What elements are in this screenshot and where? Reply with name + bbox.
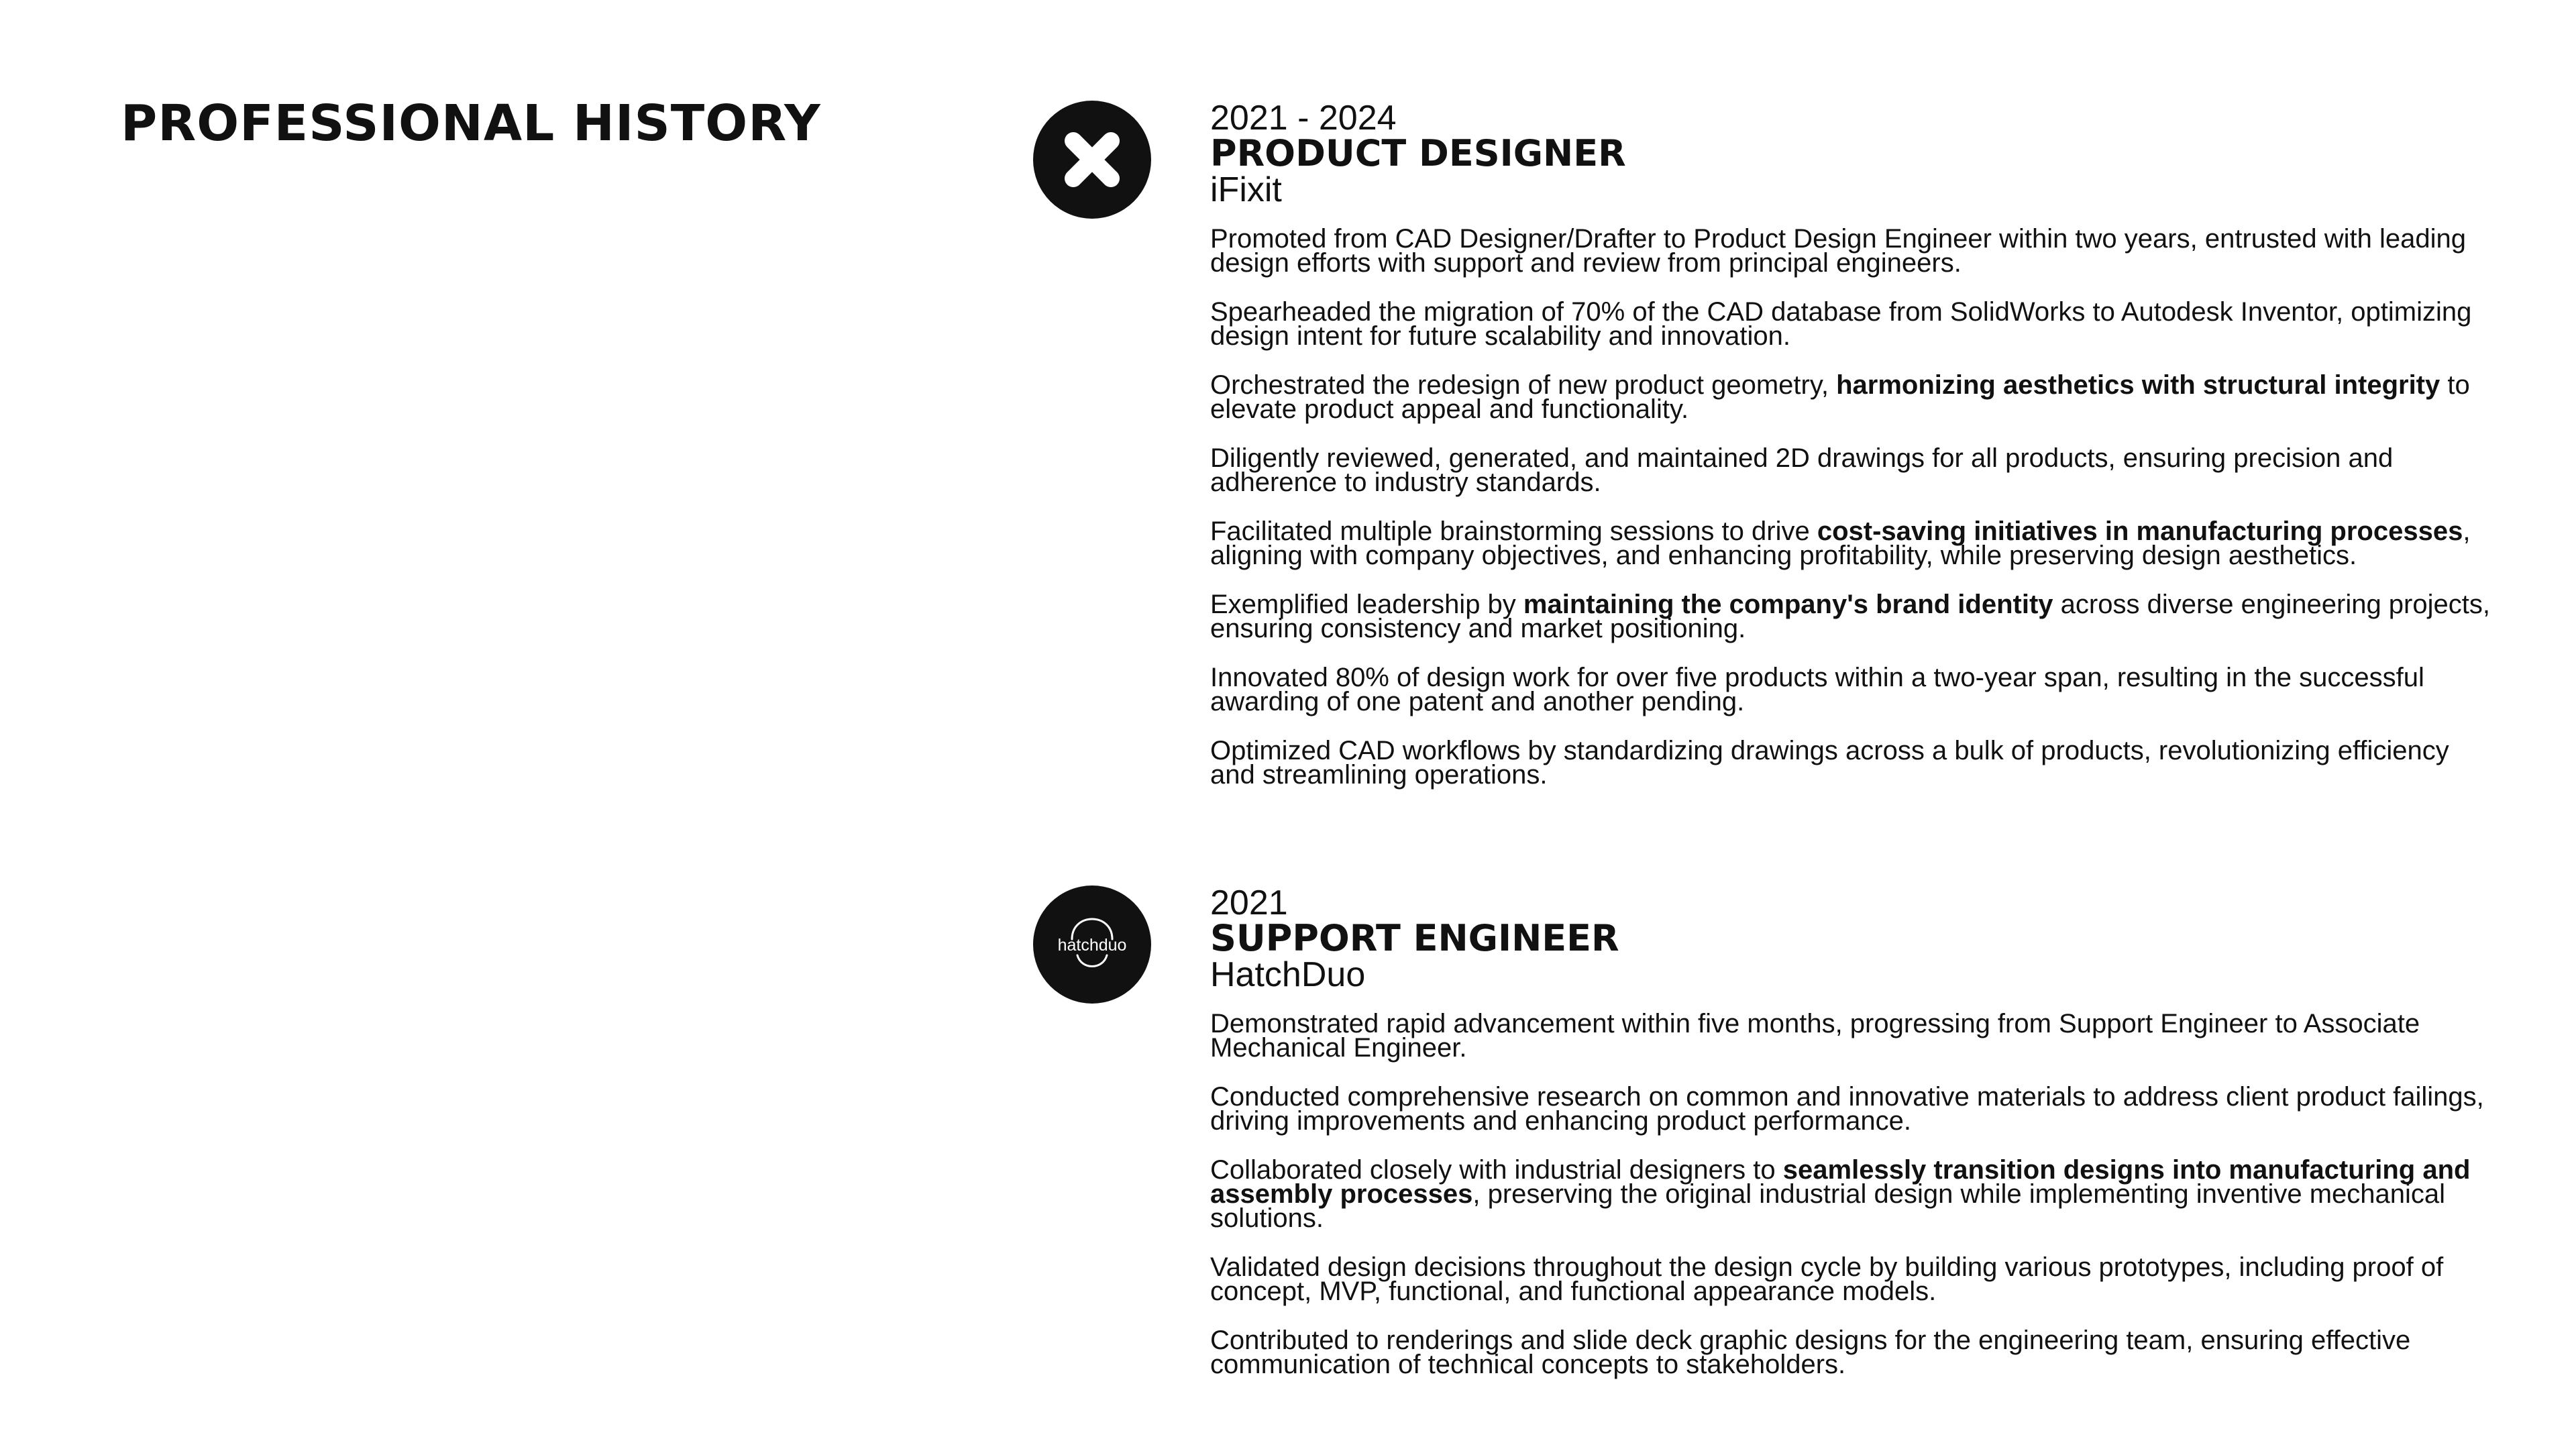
x-icon [1059, 126, 1126, 193]
job-company: iFixit [1210, 170, 1282, 209]
job-content [1210, 885, 2496, 1401]
hatchduo-logo-icon [1033, 885, 1151, 1004]
bullet-item: Exemplified leadership by maintaining the company's brand identity across diverse engineering projects, ensuring consistency and market positioning. [1210, 590, 2490, 643]
bullet-item: Facilitated multiple brainstorming sessions to drive cost-saving initiatives in manufacturing processes, aligning with company objectives, and enhancing profitability, while preserving design aesthetics. [1210, 517, 2471, 570]
bullet-item: Validated design decisions throughout the design cycle by building various prototypes, including proof of concept, MVP, functional, and functional appearance models. [1210, 1252, 2444, 1306]
bullet-item: Collaborated closely with industrial designers to seamlessly transition designs into manufacturing and assembly processes, preserving the original industrial design while implementing inventive mechanical solutions. [1210, 1155, 2471, 1233]
hatchduo-logo [1033, 885, 1151, 1004]
hatchduo-logo-text: hatchduo [1057, 936, 1127, 955]
bullet-item: Demonstrated rapid advancement within five months, progressing from Support Engineer to Associate Mechanical Engineer. [1210, 1009, 2420, 1063]
job-company: HatchDuo [1210, 955, 1366, 994]
job-years: 2021 - 2024 [1210, 99, 1397, 138]
bullet-item: Optimized CAD workflows by standardizing drawings across a bulk of products, revolutionizing efficiency and streamlining operations. [1210, 736, 2449, 790]
bullet-item: Promoted from CAD Designer/Drafter to Product Design Engineer within two years, entrusted with leading design efforts with support and review from principal engineers. [1210, 224, 2466, 278]
bullet-item: Conducted comprehensive research on common and innovative materials to address client product failings, driving improvements and enhancing product performance. [1210, 1082, 2484, 1136]
bullet-item: Contributed to renderings and slide deck graphic designs for the engineering team, ensuring effective communication of technical concepts to stakeholders. [1210, 1326, 2411, 1379]
bullet-item: Orchestrated the redesign of new product geometry, harmonizing aesthetics with structural integrity to elevate product appeal and functionality. [1210, 370, 2470, 424]
job-content [1210, 101, 2496, 812]
ifixit-logo [1033, 101, 1151, 219]
page-title: PROFESSIONAL HISTORY [121, 95, 821, 152]
job-bullets [1210, 224, 2496, 790]
bullet-item: Diligently reviewed, generated, and maintained 2D drawings for all products, ensuring precision and adherence to industry standards. [1210, 443, 2394, 497]
job-bullets [1210, 1009, 2496, 1379]
job-role: PRODUCT DESIGNER [1210, 132, 1626, 174]
job-role: SUPPORT ENGINEER [1210, 917, 1619, 959]
bullet-item: Innovated 80% of design work for over five products within a two-year span, resulting in the successful awarding of one patent and another pending. [1210, 663, 2424, 716]
job-years: 2021 [1210, 883, 1288, 922]
bullet-item: Spearheaded the migration of 70% of the CAD database from SolidWorks to Autodesk Inventor, optimizing design intent for future scalability and innovation. [1210, 297, 2472, 351]
